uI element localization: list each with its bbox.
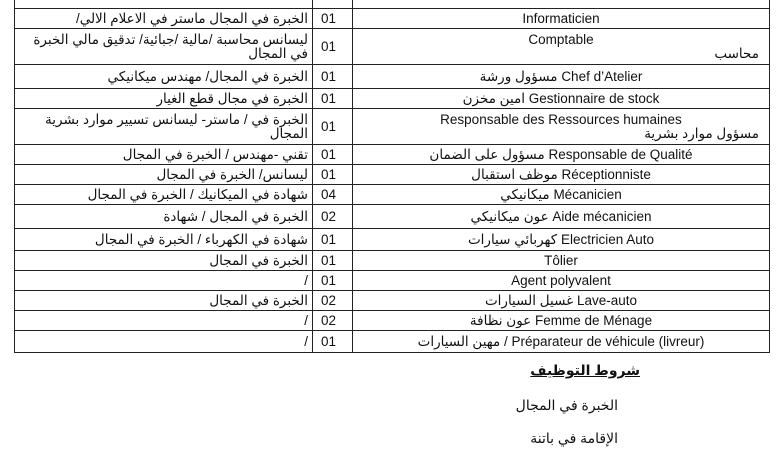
job-title-fr: Lave-auto [576, 292, 638, 308]
count-cell: 02 [313, 311, 353, 331]
count-cell: 01 [313, 331, 353, 353]
count-cell: 01 [313, 29, 353, 65]
job-title-fr: Gestionnaire de stock [528, 90, 660, 106]
table-row [15, 9, 770, 29]
count-cell: 01 [313, 89, 353, 109]
job-title-ar: مهين السيارات / [417, 333, 508, 349]
job-cell [353, 251, 770, 271]
condition-item: الخبرة في المجال [515, 397, 618, 413]
table-row [15, 185, 770, 205]
table-row [15, 331, 770, 353]
table-row [15, 165, 770, 185]
job-title-fr: Tôlier [544, 252, 578, 268]
job-cell [353, 9, 770, 29]
requirement-cell: شهادة في الميكانيك / الخبرة في المجال [15, 185, 313, 205]
job-cell [353, 29, 770, 65]
requirement-cell: الخبرة في المجال / شهادة [15, 205, 313, 229]
job-title-fr: Informaticien [522, 10, 600, 26]
job-title-ar: مسؤول ورشة [479, 68, 558, 84]
job-title-ar: عون نظافة [469, 312, 532, 328]
requirement-cell: / [15, 311, 313, 331]
count-cell: 01 [313, 109, 353, 145]
job-title-ar: غسيل السيارات [484, 292, 574, 308]
requirement-cell: الخبرة في / ماستر- ليسانس تسيير موارد بشرية المجال [15, 109, 313, 145]
table-row [15, 311, 770, 331]
job-title-ar: كهربائي سيارات [467, 231, 558, 247]
table-row [15, 29, 770, 65]
count-cell: 01 [313, 251, 353, 271]
job-title-ar: مسؤول على الضمان [429, 146, 545, 162]
requirement-cell: / [15, 271, 313, 291]
job-title-ar: موظف استقبال [471, 166, 558, 182]
table-row [15, 205, 770, 229]
hiring-conditions [220, 362, 640, 463]
job-cell [353, 271, 770, 291]
table-row [15, 109, 770, 145]
table-row [15, 0, 770, 9]
table-row [15, 251, 770, 271]
requirement-cell: الخبرة في المجال [15, 251, 313, 271]
job-cell [353, 145, 770, 165]
count-cell: 04 [313, 185, 353, 205]
job-title-fr: Responsable de Qualité [548, 146, 693, 162]
job-cell [353, 65, 770, 89]
table-row [15, 291, 770, 311]
job-title-ar: محاسب [714, 45, 759, 61]
count-cell: 02 [313, 205, 353, 229]
job-title-fr: Electricien Auto [560, 231, 655, 247]
count-cell: 01 [313, 9, 353, 29]
count-cell: 01 [313, 165, 353, 185]
requirement-cell [15, 0, 313, 9]
table-row [15, 65, 770, 89]
requirement-cell: / [15, 331, 313, 353]
job-title-ar: امين مخزن [462, 90, 526, 106]
requirement-cell: الخبرة في المجال/ مهندس ميكانيكي [15, 65, 313, 89]
table-row [15, 271, 770, 291]
requirement-cell: الخبرة في مجال قطع الغيار [15, 89, 313, 109]
table-row [15, 229, 770, 251]
count-cell: 01 [313, 271, 353, 291]
job-title-ar: عون ميكانيكي [470, 208, 549, 224]
job-title-ar: ميكانيكي [500, 186, 550, 202]
job-cell [353, 229, 770, 251]
job-title-fr: Agent polyvalent [511, 272, 611, 288]
table-row [15, 89, 770, 109]
job-title-fr: Femme de Ménage [535, 312, 653, 328]
job-title-fr: Responsable des Ressources humaines [440, 111, 682, 127]
job-title-fr: Aide mécanicien [552, 208, 652, 224]
job-cell [353, 331, 770, 353]
condition-item: الإقامة في باتنة [530, 430, 618, 446]
job-cell [353, 165, 770, 185]
requirement-cell: ليسانس/ الخبرة في المجال [15, 165, 313, 185]
requirement-cell: الخبرة في المجال ماستر في الاعلام الالي/ [15, 9, 313, 29]
table-row [15, 145, 770, 165]
job-cell [353, 311, 770, 331]
job-title-fr: Mécanicien [553, 186, 622, 202]
job-title-fr: Comptable [528, 31, 594, 47]
job-cell [353, 185, 770, 205]
job-title-fr: Réceptionniste [561, 166, 651, 182]
requirement-cell: شهادة في الكهرباء / الخبرة في المجال [15, 229, 313, 251]
count-cell: 02 [313, 291, 353, 311]
count-cell [313, 0, 353, 9]
count-cell: 01 [313, 145, 353, 165]
job-cell [353, 109, 770, 145]
job-title-ar: مسؤول موارد بشرية [644, 125, 759, 141]
requirement-cell: الخبرة في المجال [15, 291, 313, 311]
count-cell: 01 [313, 65, 353, 89]
count-cell: 01 [313, 229, 353, 251]
requirement-cell: تقني -مهندس / الخبرة في المجال [15, 145, 313, 165]
job-cell [353, 291, 770, 311]
job-cell [353, 0, 770, 9]
job-cell [353, 205, 770, 229]
job-cell [353, 89, 770, 109]
conditions-title: شروط التوظيف [530, 362, 640, 378]
jobs-table [14, 0, 770, 353]
job-title-fr: Chef d’Atelier [561, 68, 643, 84]
requirement-cell: ليسانس محاسبة /مالية /جبائية/ تدقيق مالي الخبرة في المجال [15, 29, 313, 65]
job-title-fr: Préparateur de véhicule (livreur) [511, 333, 705, 349]
